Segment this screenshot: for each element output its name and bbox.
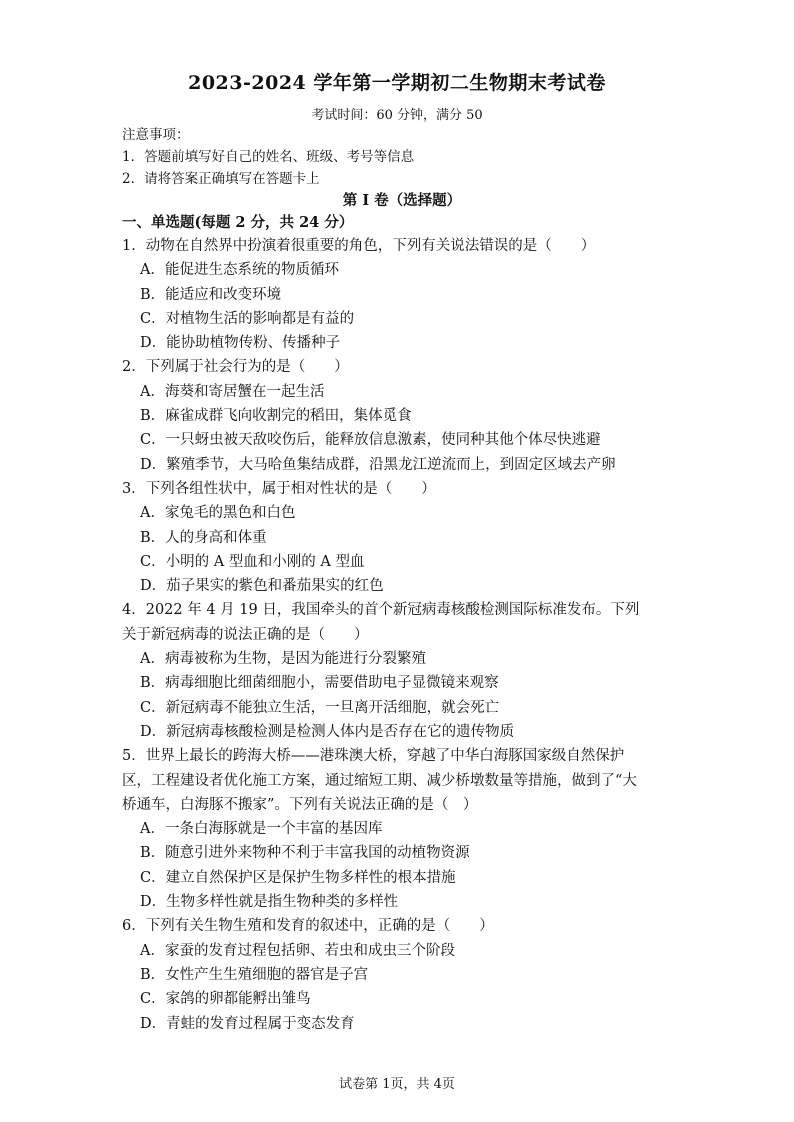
- option-c: C．建立自然保护区是保护生物多样性的根本措施: [140, 869, 456, 886]
- question-stem: 5．世界上最长的跨海大桥——港珠澳大桥，穿越了中华白海豚国家级自然保护: [122, 748, 625, 765]
- question-stem: 1．动物在自然界中扮演着很重要的角色，下列有关说法错误的是（ ）: [122, 238, 596, 254]
- option-a: A．家兔毛的黑色和白色: [140, 505, 296, 522]
- question-stem: 4．2022 年 4 月 19 日，我国牵头的首个新冠病毒核酸检测国际标准发布。下列: [122, 602, 640, 619]
- option-c: C．新冠病毒不能独立生活，一旦离开活细胞，就会死亡: [140, 699, 500, 716]
- option-b: B．女性产生生殖细胞的器官是子宫: [140, 966, 369, 983]
- page-footer: 试卷第 1页，共 4页: [339, 1077, 455, 1092]
- option-a: A．一条白海豚就是一个丰富的基因库: [140, 821, 383, 838]
- option-d: D．生物多样性就是指生物种类的多样性: [140, 894, 399, 911]
- question-stem: 3．下列各组性状中，属于相对性状的是（ ）: [122, 480, 436, 497]
- option-b: B．能适应和改变环境: [140, 286, 282, 303]
- option-a: A．家蚕的发育过程包括卵、若虫和成虫三个阶段: [140, 942, 455, 959]
- exam-title: 2023-2024 学年第一学期初二生物期末考试卷: [188, 72, 606, 94]
- question-5: [122, 744, 682, 914]
- option-c: C．家鸽的卵都能孵出雏鸟: [140, 991, 311, 1008]
- option-d: D．繁殖季节，大马哈鱼集结成群，沿黑龙江逆流而上，到固定区域去产卵: [140, 456, 616, 473]
- question-stem: 关于新冠病毒的说法正确的是（ ）: [122, 626, 369, 643]
- option-b: B．人的身高和体重: [140, 529, 267, 546]
- question-stem: 区，工程建设者优化施工方案，通过缩短工期、减少桥墩数量等措施，做到了“大: [122, 772, 637, 789]
- option-c: C．一只蚜虫被天敌咬伤后，能释放信息激素，使同种其他个体尽快逃避: [140, 432, 601, 449]
- question-6: [122, 914, 682, 1035]
- option-b: B．病毒细胞比细菌细胞小，需要借助电子显微镜来观察: [140, 675, 499, 692]
- option-d: D．青蛙的发育过程属于变态发育: [140, 1015, 355, 1032]
- question-stem: 6．下列有关生物生殖和发育的叙述中，正确的是（ ）: [122, 918, 494, 935]
- question-1: [122, 234, 682, 355]
- option-b: B．随意引进外来物种不利于丰富我国的动植物资源: [140, 845, 470, 862]
- option-c: C．小明的 A 型血和小刚的 A 型血: [140, 553, 365, 570]
- question-3: [122, 477, 682, 598]
- option-a: A．病毒被称为生物，是因为能进行分裂繁殖: [140, 651, 426, 668]
- option-c: C．对植物生活的影响都是有益的: [140, 310, 355, 327]
- question-stem: 2．下列属于社会行为的是（ ）: [122, 359, 349, 376]
- notes-heading: 注意事项：: [122, 127, 190, 143]
- part-title: 一、单选题(每题 2 分，共 24 分）: [122, 214, 354, 231]
- question-2: [122, 355, 682, 476]
- option-d: D．茄子果实的紫色和番茄果实的红色: [140, 578, 384, 595]
- question-4: [122, 598, 682, 744]
- option-d: D．新冠病毒核酸检测是检测人体内是否存在它的遗传物质: [140, 723, 515, 740]
- question-stem: 桥通车，白海豚不搬家”。下列有关说法正确的是（ ）: [122, 796, 478, 813]
- section-title: 第 I 卷（选择题）: [342, 192, 462, 209]
- exam-subtitle: 考试时间：60 分钟，满分 50: [311, 108, 483, 123]
- option-a: A．能促进生态系统的物质循环: [140, 262, 339, 279]
- exam-body: [122, 124, 682, 1036]
- option-a: A．海葵和寄居蟹在一起生活: [140, 383, 325, 400]
- note-item: 1．答题前填写好自己的姓名、班级、考号等信息: [122, 149, 415, 165]
- note-item: 2．请将答案正确填写在答题卡上: [122, 171, 320, 187]
- option-d: D．能协助植物传粉、传播种子: [140, 335, 341, 352]
- option-b: B．麻雀成群飞向收割完的稻田，集体觅食: [140, 408, 412, 425]
